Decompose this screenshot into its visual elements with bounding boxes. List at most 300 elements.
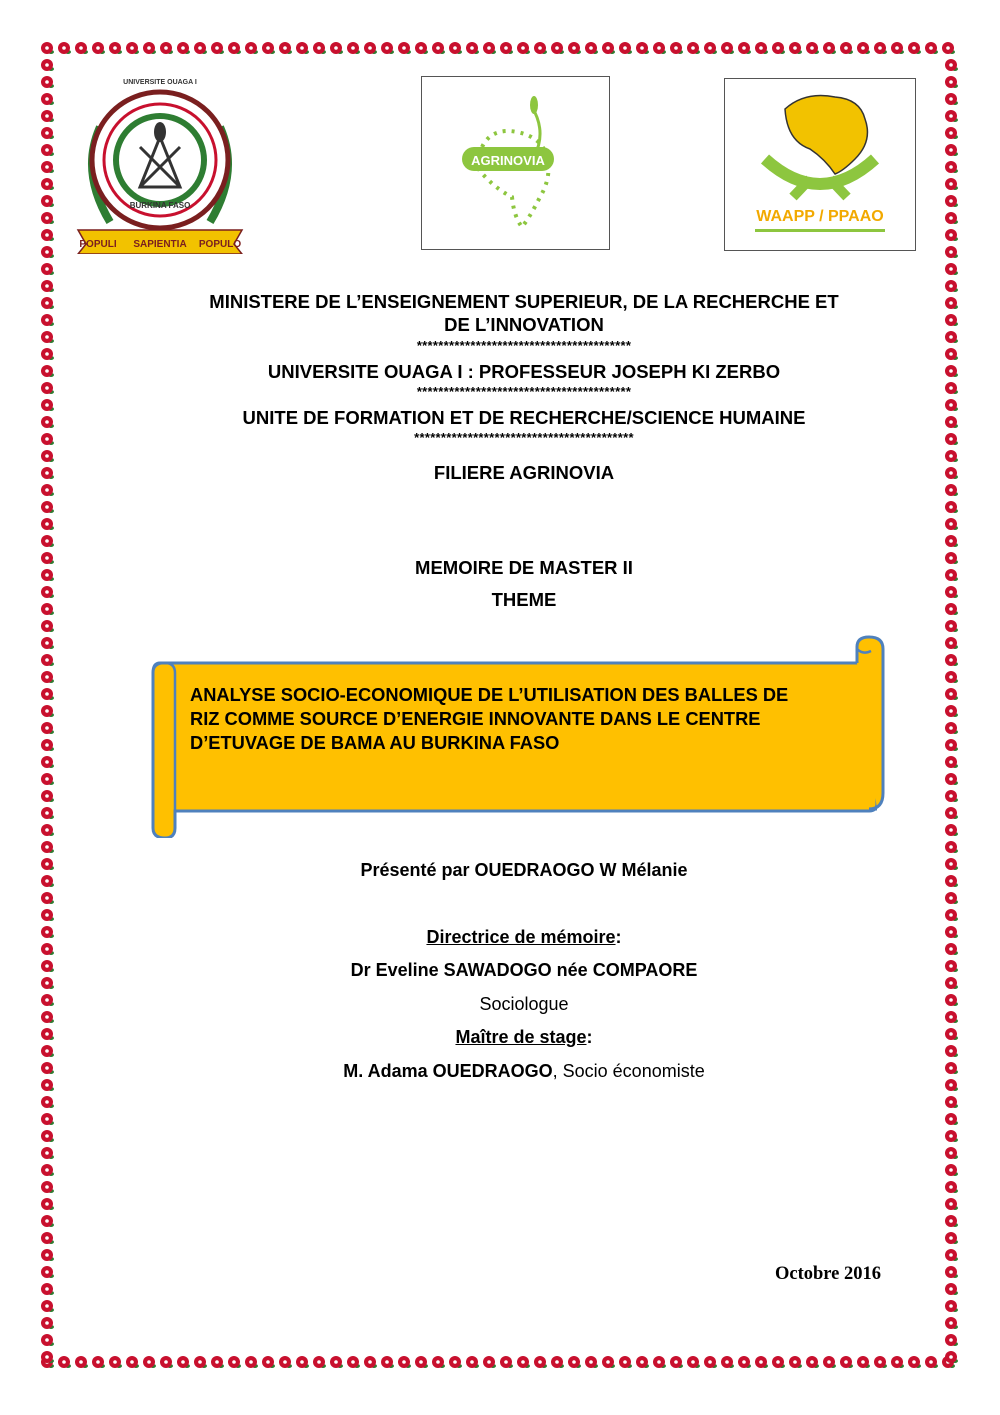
flower-border-icon (398, 1356, 411, 1368)
flower-border-icon (925, 42, 938, 54)
director-role: Sociologue (479, 994, 569, 1014)
flower-border-icon (945, 1215, 958, 1227)
flower-border-icon (41, 178, 54, 190)
flower-border-icon (347, 1356, 360, 1368)
flower-border-icon (41, 586, 54, 598)
flower-border-icon (381, 42, 394, 54)
flower-border-icon (41, 637, 54, 649)
flower-border-icon (41, 1113, 54, 1125)
flower-border-icon (58, 42, 71, 54)
separator-1: **************************************** (416, 338, 632, 353)
flower-border-icon (945, 467, 958, 479)
flower-border-icon (945, 76, 958, 88)
flower-border-icon (945, 1028, 958, 1040)
flower-border-icon (945, 127, 958, 139)
flower-border-icon (568, 42, 581, 54)
flower-border-icon (41, 348, 54, 360)
flower-border-icon (41, 1181, 54, 1193)
flower-border-icon (296, 42, 309, 54)
flower-border-icon (945, 841, 958, 853)
flower-border-icon (670, 1356, 683, 1368)
flower-border-icon (687, 42, 700, 54)
university-seal-icon (70, 72, 250, 254)
flower-border-icon (945, 348, 958, 360)
flower-border-icon (945, 399, 958, 411)
supervisor-line (120, 1061, 928, 1082)
flower-border-icon (945, 1351, 958, 1363)
flower-border-icon (806, 42, 819, 54)
flower-border-icon (41, 773, 54, 785)
flower-border-icon (41, 926, 54, 938)
flower-border-icon (925, 1356, 938, 1368)
flower-border-icon (41, 127, 54, 139)
flower-border-icon (517, 42, 530, 54)
flower-border-icon (945, 960, 958, 972)
theme-line-1: ANALYSE SOCIO-ECONOMIQUE DE L’UTILISATION DES BALLES DE (190, 684, 789, 705)
director-label: Directrice de mémoire (426, 927, 616, 947)
flower-border-icon (945, 773, 958, 785)
flower-border-icon (653, 1356, 666, 1368)
flower-border-icon (945, 1232, 958, 1244)
flower-border-icon (945, 195, 958, 207)
flower-border-icon (41, 484, 54, 496)
flower-border-icon (330, 1356, 343, 1368)
flower-border-icon (945, 688, 958, 700)
flower-border-icon (721, 42, 734, 54)
flower-border-icon (945, 1164, 958, 1176)
flower-border-icon (41, 76, 54, 88)
banner-left-text: POPULI (79, 239, 117, 250)
flower-border-icon (41, 603, 54, 615)
flower-border-icon (874, 1356, 887, 1368)
flower-border-icon (41, 960, 54, 972)
flower-border-icon (41, 909, 54, 921)
flower-border-icon (945, 926, 958, 938)
flower-border-icon (945, 586, 958, 598)
flower-border-icon (945, 790, 958, 802)
flower-border-icon (41, 1266, 54, 1278)
separator-2: **************************************** (416, 384, 632, 399)
ministry-title-line2: DE L’INNOVATION (444, 314, 604, 335)
flower-border-icon (945, 93, 958, 105)
flower-border-icon (41, 569, 54, 581)
flower-border-icon (945, 1096, 958, 1108)
flower-border-icon (41, 892, 54, 904)
flower-border-icon (840, 1356, 853, 1368)
flower-border-icon (41, 195, 54, 207)
flower-border-icon (585, 1356, 598, 1368)
flower-border-icon (551, 1356, 564, 1368)
flower-border-icon (143, 1356, 156, 1368)
flower-border-icon (466, 42, 479, 54)
flower-border-icon (41, 739, 54, 751)
flower-border-icon (945, 1198, 958, 1210)
flower-border-icon (245, 42, 258, 54)
flower-border-icon (942, 42, 955, 54)
flower-border-icon (945, 1317, 958, 1329)
flower-border-icon (945, 875, 958, 887)
flower-border-icon (41, 1351, 54, 1363)
flower-border-icon (945, 1266, 958, 1278)
agrinovia-africa-icon (422, 77, 609, 249)
flower-border-icon (41, 433, 54, 445)
flower-border-icon (602, 1356, 615, 1368)
flower-border-icon (945, 1181, 958, 1193)
director-colon: : (615, 927, 622, 947)
banner-center-text: SAPIENTIA (133, 239, 187, 250)
flower-border-icon (945, 739, 958, 751)
flower-border-icon (945, 1147, 958, 1159)
banner-right-text: POPULO (198, 239, 242, 250)
flower-border-icon (330, 42, 343, 54)
flower-border-icon (945, 569, 958, 581)
flower-border-icon (41, 450, 54, 462)
flower-border-icon (945, 1045, 958, 1057)
flower-border-icon (41, 1283, 54, 1295)
flower-border-icon (41, 297, 54, 309)
flower-border-icon (41, 229, 54, 241)
theme-label: THEME (491, 589, 557, 610)
flower-border-icon (945, 722, 958, 734)
flower-border-icon (41, 263, 54, 275)
flower-border-icon (41, 93, 54, 105)
flower-border-icon (126, 1356, 139, 1368)
flower-border-icon (945, 603, 958, 615)
supervisor-name: M. Adama OUEDRAOGO (343, 1061, 553, 1081)
flower-border-icon (891, 42, 904, 54)
flower-border-icon (41, 365, 54, 377)
flower-border-icon (687, 1356, 700, 1368)
flower-border-icon (945, 994, 958, 1006)
flower-border-icon (432, 1356, 445, 1368)
flower-border-icon (41, 875, 54, 887)
flower-border-icon (347, 42, 360, 54)
flower-border-icon (945, 858, 958, 870)
flower-border-icon (92, 1356, 105, 1368)
flower-border-icon (945, 365, 958, 377)
agrinovia-logo (421, 76, 610, 250)
flower-border-icon (194, 42, 207, 54)
flower-border-icon (945, 824, 958, 836)
flower-border-icon (449, 1356, 462, 1368)
flower-border-icon (41, 858, 54, 870)
flower-border-icon (41, 1011, 54, 1023)
flower-border-icon (738, 1356, 751, 1368)
flower-border-icon (364, 1356, 377, 1368)
document-type: MEMOIRE DE MASTER II (415, 557, 633, 578)
flower-border-icon (41, 280, 54, 292)
flower-border-icon (41, 535, 54, 547)
flower-border-icon (738, 42, 751, 54)
university-seal-arc-text: UNIVERSITE OUAGA I (123, 79, 197, 86)
flower-border-icon (945, 1300, 958, 1312)
flower-border-icon (704, 1356, 717, 1368)
flower-border-icon (75, 1356, 88, 1368)
flower-border-icon (262, 1356, 275, 1368)
flower-border-icon (483, 1356, 496, 1368)
flower-border-icon (296, 1356, 309, 1368)
flower-border-icon (534, 42, 547, 54)
flower-border-icon (945, 263, 958, 275)
flower-border-icon (500, 1356, 513, 1368)
flower-border-icon (364, 42, 377, 54)
flower-border-icon (945, 501, 958, 513)
flower-border-icon (432, 42, 445, 54)
flower-border-icon (857, 42, 870, 54)
flower-border-icon (41, 977, 54, 989)
flower-border-icon (58, 1356, 71, 1368)
flower-border-icon (942, 1356, 955, 1368)
flower-border-icon (619, 42, 632, 54)
flower-border-icon (945, 977, 958, 989)
supervisor-role: , Socio économiste (552, 1061, 705, 1081)
flower-border-icon (636, 42, 649, 54)
flower-border-icon (823, 42, 836, 54)
flower-border-icon (262, 42, 275, 54)
flower-border-icon (41, 620, 54, 632)
flower-border-icon (789, 1356, 802, 1368)
director-heading (120, 927, 928, 948)
flower-border-icon (704, 42, 717, 54)
university-title: UNIVERSITE OUAGA I : PROFESSEUR JOSEPH KI ZERBO (267, 361, 781, 382)
flower-border-icon (945, 1113, 958, 1125)
flower-border-icon (857, 1356, 870, 1368)
flower-border-icon (41, 42, 54, 54)
flower-border-icon (41, 1356, 54, 1368)
flower-border-icon (945, 1283, 958, 1295)
flower-border-icon (945, 144, 958, 156)
supervisor-colon: : (586, 1027, 593, 1047)
flower-border-icon (160, 42, 173, 54)
flower-border-icon (945, 110, 958, 122)
flower-border-icon (41, 671, 54, 683)
flower-border-icon (945, 620, 958, 632)
flower-border-icon (945, 909, 958, 921)
flower-border-icon (41, 59, 54, 71)
flower-border-icon (585, 42, 598, 54)
flower-border-icon (228, 1356, 241, 1368)
flower-border-icon (945, 297, 958, 309)
waapp-logo (724, 78, 916, 251)
flower-border-icon (41, 1249, 54, 1261)
flower-border-icon (945, 1079, 958, 1091)
flower-border-icon (945, 1334, 958, 1346)
flower-border-icon (500, 42, 513, 54)
filiere-title: FILIERE AGRINOVIA (433, 462, 615, 483)
flower-border-icon (381, 1356, 394, 1368)
flower-border-icon (211, 1356, 224, 1368)
flower-border-icon (41, 382, 54, 394)
flower-border-icon (415, 42, 428, 54)
flower-border-icon (41, 790, 54, 802)
flower-border-icon (41, 501, 54, 513)
flower-border-icon (313, 42, 326, 54)
flower-border-icon (41, 416, 54, 428)
flower-border-icon (945, 535, 958, 547)
flower-border-icon (619, 1356, 632, 1368)
presented-by: Présenté par OUEDRAOGO W Mélanie (360, 860, 688, 880)
flower-border-icon (466, 1356, 479, 1368)
flower-border-icon (483, 42, 496, 54)
flower-border-icon (41, 1062, 54, 1074)
flower-border-icon (721, 1356, 734, 1368)
flower-border-icon (517, 1356, 530, 1368)
flower-border-icon (945, 246, 958, 258)
flower-border-icon (143, 42, 156, 54)
flower-border-icon (109, 42, 122, 54)
flower-border-icon (41, 994, 54, 1006)
flower-border-icon (41, 1334, 54, 1346)
flower-border-icon (772, 42, 785, 54)
theme-text (190, 683, 870, 755)
flower-border-icon (41, 1028, 54, 1040)
ministry-title-line1: MINISTERE DE L’ENSEIGNEMENT SUPERIEUR, DE LA RECHERCHE ET (209, 291, 839, 312)
flower-border-icon (945, 1249, 958, 1261)
flower-border-icon (945, 1011, 958, 1023)
separator-3: ***************************************** (414, 430, 634, 445)
flower-border-icon (945, 484, 958, 496)
flower-border-icon (41, 518, 54, 530)
flower-border-icon (41, 1096, 54, 1108)
flower-border-icon (41, 110, 54, 122)
flower-border-icon (653, 42, 666, 54)
flower-border-icon (636, 1356, 649, 1368)
flower-border-icon (945, 1062, 958, 1074)
flower-border-icon (945, 314, 958, 326)
flower-border-icon (41, 654, 54, 666)
flower-border-icon (945, 705, 958, 717)
theme-line-3: D’ETUVAGE DE BAMA AU BURKINA FASO (190, 732, 560, 753)
flower-border-icon (945, 59, 958, 71)
flower-border-icon (945, 552, 958, 564)
flower-border-icon (41, 212, 54, 224)
flower-border-icon (41, 246, 54, 258)
flower-border-icon (41, 705, 54, 717)
flower-border-icon (806, 1356, 819, 1368)
agrinovia-label: AGRINOVIA (471, 153, 545, 168)
flower-border-icon (945, 382, 958, 394)
flower-border-icon (41, 1317, 54, 1329)
flower-border-icon (840, 42, 853, 54)
flower-border-icon (279, 1356, 292, 1368)
university-logo (70, 72, 250, 254)
flower-border-icon (945, 1130, 958, 1142)
flower-border-icon (41, 943, 54, 955)
flower-border-icon (41, 1215, 54, 1227)
flower-border-icon (891, 1356, 904, 1368)
flower-border-icon (755, 1356, 768, 1368)
flower-border-icon (945, 433, 958, 445)
flower-border-icon (568, 1356, 581, 1368)
flower-border-icon (398, 42, 411, 54)
flower-border-icon (602, 42, 615, 54)
flower-border-icon (945, 518, 958, 530)
flower-border-icon (945, 229, 958, 241)
flower-border-icon (41, 467, 54, 479)
flower-border-icon (194, 1356, 207, 1368)
flower-border-icon (75, 42, 88, 54)
flower-border-icon (551, 42, 564, 54)
flower-border-icon (945, 671, 958, 683)
flower-border-icon (41, 161, 54, 173)
flower-border-icon (41, 552, 54, 564)
flower-border-icon (534, 1356, 547, 1368)
flower-border-icon (109, 1356, 122, 1368)
flower-border-icon (415, 1356, 428, 1368)
flower-border-icon (211, 42, 224, 54)
flower-border-icon (41, 1198, 54, 1210)
flower-border-icon (945, 280, 958, 292)
flower-border-icon (41, 841, 54, 853)
flower-border-icon (41, 807, 54, 819)
flower-border-icon (945, 943, 958, 955)
flower-border-icon (126, 42, 139, 54)
flower-border-icon (41, 722, 54, 734)
flower-border-icon (908, 1356, 921, 1368)
flower-border-icon (177, 42, 190, 54)
theme-line-2: RIZ COMME SOURCE D’ENERGIE INNOVANTE DANS LE CENTRE (190, 708, 761, 729)
flower-border-icon (41, 1232, 54, 1244)
flower-border-icon (945, 807, 958, 819)
university-seal-bottom-text: BURKINA FASO (129, 201, 191, 210)
flower-border-icon (945, 892, 958, 904)
supervisor-label: Maître de stage (455, 1027, 587, 1047)
flower-border-icon (823, 1356, 836, 1368)
flower-border-icon (945, 212, 958, 224)
flower-border-icon (92, 42, 105, 54)
flower-border-icon (41, 399, 54, 411)
flower-border-icon (945, 756, 958, 768)
flower-border-icon (313, 1356, 326, 1368)
flower-border-icon (41, 144, 54, 156)
flower-border-icon (41, 1130, 54, 1142)
flower-border-icon (945, 331, 958, 343)
flower-border-icon (908, 42, 921, 54)
flower-border-icon (670, 42, 683, 54)
flower-border-icon (874, 42, 887, 54)
flower-border-icon (945, 450, 958, 462)
flower-border-icon (41, 824, 54, 836)
flower-border-icon (755, 42, 768, 54)
flower-border-icon (945, 416, 958, 428)
director-name: Dr Eveline SAWADOGO née COMPAORE (350, 960, 698, 980)
flower-border-icon (41, 331, 54, 343)
flower-border-icon (177, 1356, 190, 1368)
flower-border-icon (449, 42, 462, 54)
flower-border-icon (41, 688, 54, 700)
waapp-africa-icon (725, 79, 915, 250)
flower-border-icon (245, 1356, 258, 1368)
flower-border-icon (41, 1164, 54, 1176)
flower-border-icon (789, 42, 802, 54)
flower-border-icon (945, 161, 958, 173)
waapp-label: WAAPP / PPAAO (756, 208, 884, 225)
flower-border-icon (945, 637, 958, 649)
flower-border-icon (41, 1079, 54, 1091)
flower-border-icon (772, 1356, 785, 1368)
flower-border-icon (945, 178, 958, 190)
flower-border-icon (41, 1147, 54, 1159)
supervisor-heading (120, 1027, 928, 1048)
flower-border-icon (41, 1300, 54, 1312)
flower-border-icon (228, 42, 241, 54)
flower-border-icon (160, 1356, 173, 1368)
document-date: Octobre 2016 (774, 1264, 881, 1284)
ufr-title: UNITE DE FORMATION ET DE RECHERCHE/SCIENCE HUMAINE (242, 407, 806, 428)
flower-border-icon (41, 314, 54, 326)
flower-border-icon (945, 654, 958, 666)
flower-border-icon (41, 756, 54, 768)
